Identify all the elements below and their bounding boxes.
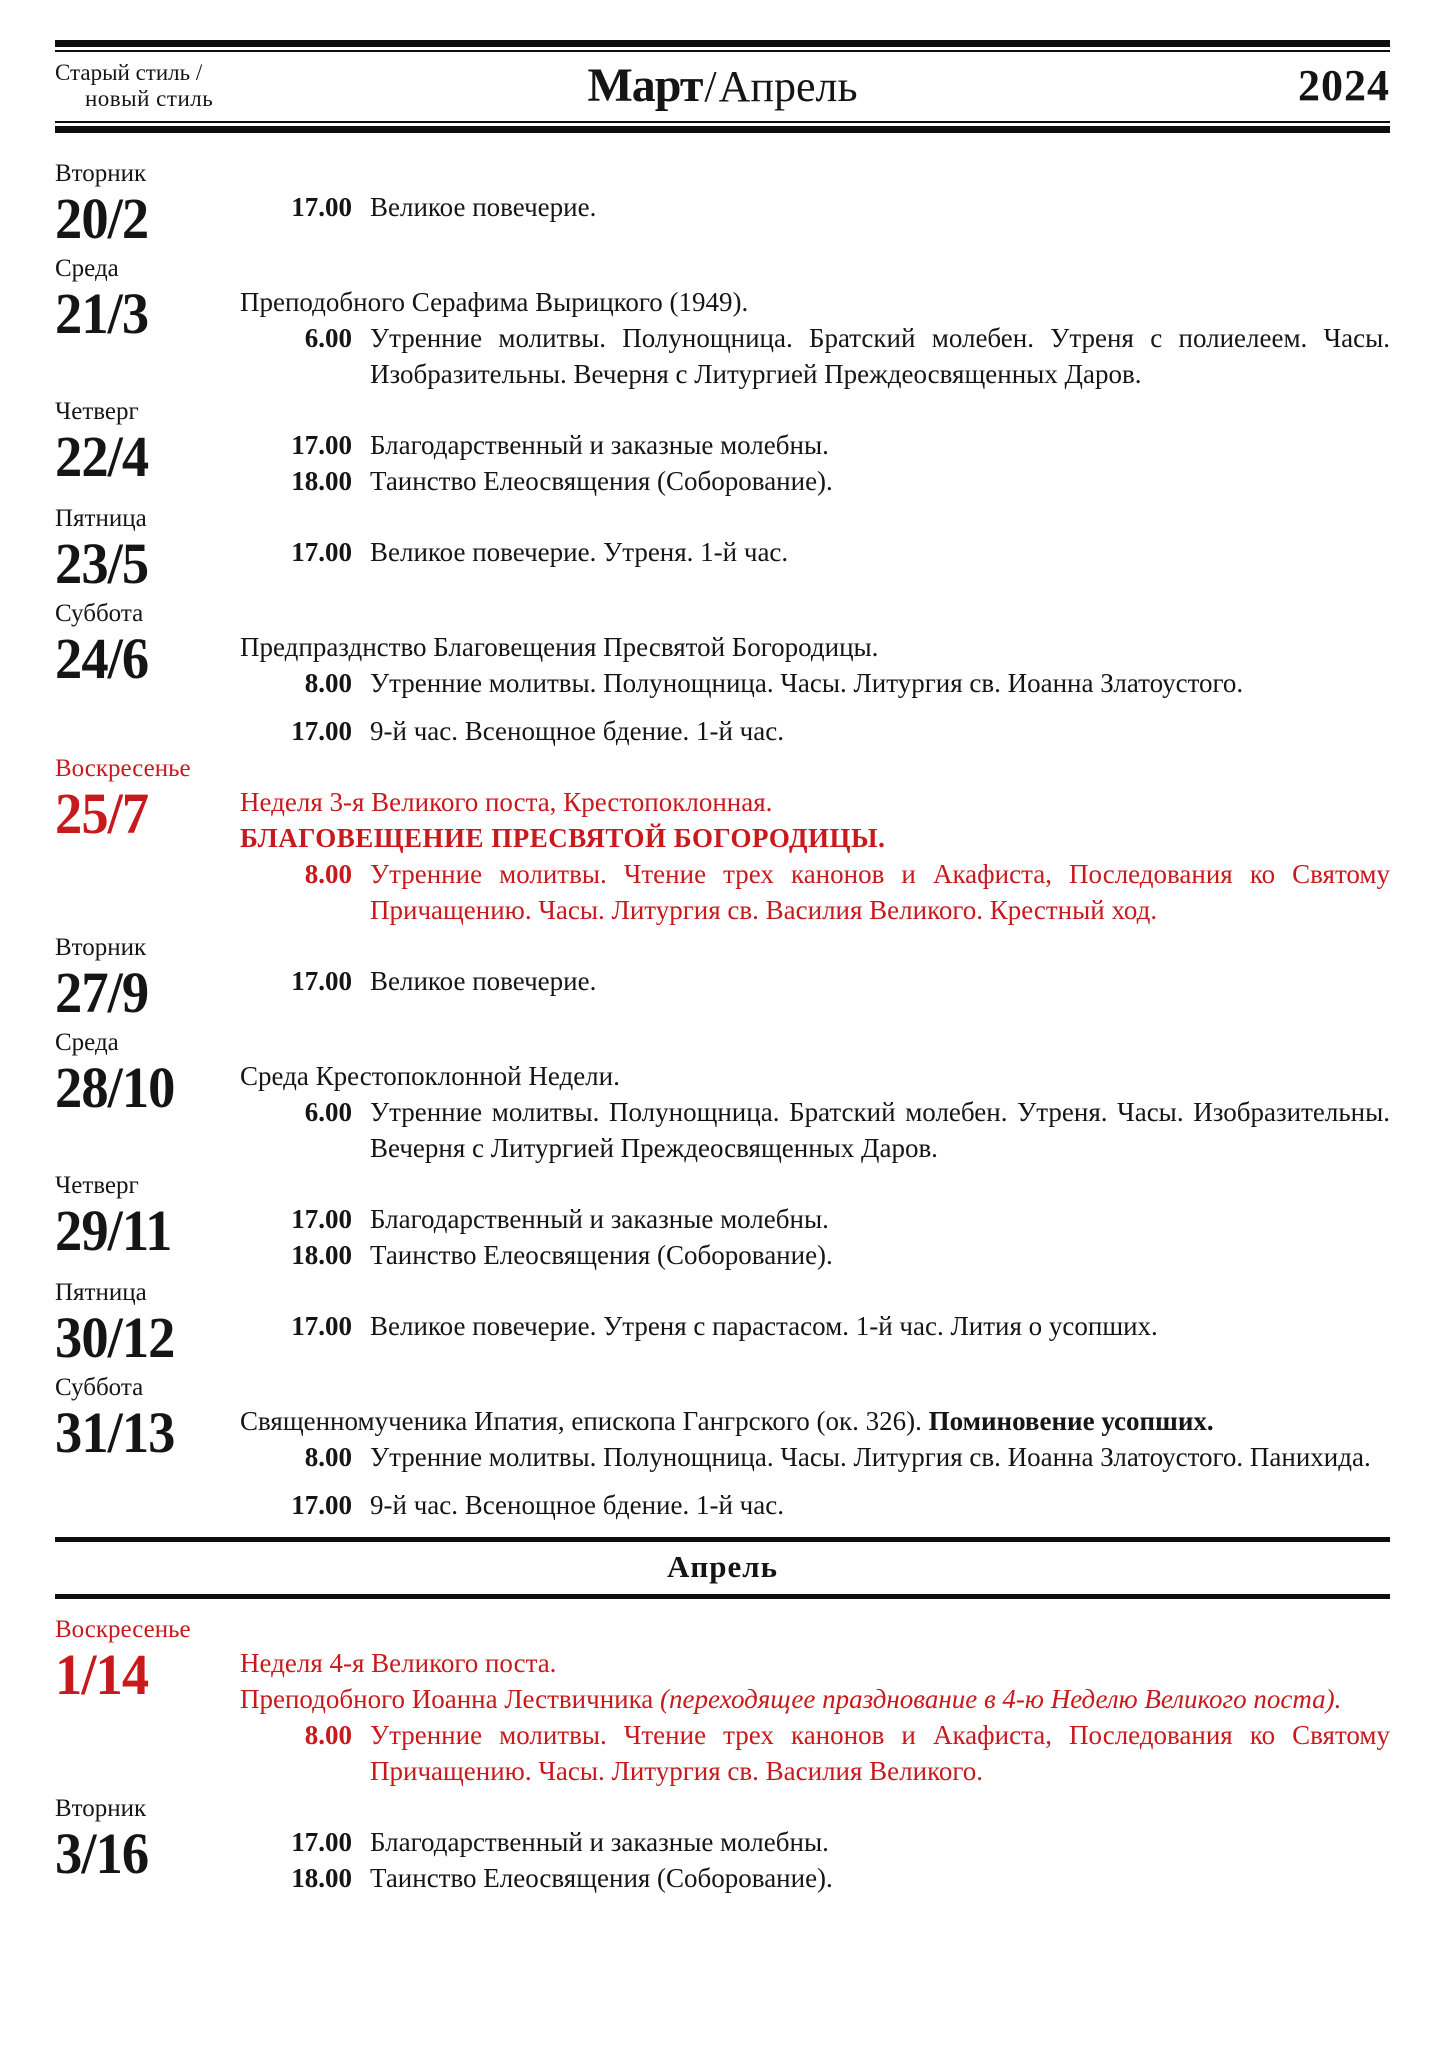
day-content bbox=[240, 254, 1390, 392]
weekday-label: Среда bbox=[55, 255, 119, 282]
day-title-segment: Неделя 3-я Великого поста, Крестопоклонная. bbox=[240, 787, 773, 817]
new-style-label: новый стиль bbox=[85, 85, 214, 111]
day-content bbox=[240, 1615, 1390, 1789]
service-time: 17.00 bbox=[291, 537, 352, 567]
day-title-segment: Предпразднство Благовещения Пресвятой Богородицы. bbox=[240, 632, 879, 662]
section-divider bbox=[55, 1537, 1390, 1599]
date-old-new-label: 1/14 bbox=[55, 1642, 149, 1707]
service-description: Благодарственный и заказные молебны. bbox=[370, 430, 829, 460]
date-old-new-label: 20/2 bbox=[55, 186, 149, 251]
day-title bbox=[240, 284, 1390, 320]
weekday-label: Пятница bbox=[55, 505, 147, 532]
service-entry bbox=[240, 963, 1390, 999]
year-label: 2024 bbox=[1298, 61, 1390, 110]
weekday-label: Вторник bbox=[55, 160, 147, 187]
weekday-label: Четверг bbox=[55, 398, 139, 425]
day-date-column bbox=[55, 254, 240, 392]
day-date-column bbox=[55, 1278, 240, 1368]
service-time: 18.00 bbox=[291, 1240, 352, 1270]
service-description: Утренние молитвы. Чтение трех канонов и Акафиста, Последования ко Святому Причащению. Часы. Литургия св. Василия Великого. bbox=[370, 1720, 1390, 1786]
date-old-new-label: 22/4 bbox=[55, 424, 149, 489]
header-rule-bottom-thick bbox=[55, 126, 1390, 133]
month-secondary-label: Апрель bbox=[718, 62, 858, 111]
service-entry bbox=[240, 1860, 1390, 1896]
service-entry bbox=[240, 713, 1390, 749]
service-entry bbox=[240, 189, 1390, 225]
service-time: 8.00 bbox=[304, 1442, 352, 1472]
service-time: 18.00 bbox=[291, 1863, 352, 1893]
date-old-new-label: 27/9 bbox=[55, 960, 149, 1025]
service-entry bbox=[240, 1201, 1390, 1237]
day-date-column bbox=[55, 1615, 240, 1789]
service-entry bbox=[240, 463, 1390, 499]
service-description: Великое повечерие. bbox=[370, 192, 597, 222]
service-time: 6.00 bbox=[304, 1097, 352, 1127]
day-content bbox=[240, 1171, 1390, 1273]
service-description: Таинство Елеосвящения (Соборование). bbox=[370, 466, 833, 496]
calendar-days bbox=[55, 159, 1390, 1896]
date-old-new-label: 29/11 bbox=[55, 1198, 172, 1263]
day-title-segment: Среда Крестопоклонной Недели. bbox=[240, 1061, 620, 1091]
service-entry bbox=[240, 1717, 1390, 1789]
service-description: Таинство Елеосвящения (Соборование). bbox=[370, 1240, 833, 1270]
service-description: Благодарственный и заказные молебны. bbox=[370, 1827, 829, 1857]
day-content bbox=[240, 933, 1390, 1023]
day-content bbox=[240, 1028, 1390, 1166]
header-rule-top-thick bbox=[55, 40, 1390, 47]
weekday-label: Четверг bbox=[55, 1172, 139, 1199]
service-entry bbox=[240, 665, 1390, 701]
day-date-column bbox=[55, 754, 240, 928]
service-description: Великое повечерие. bbox=[370, 966, 597, 996]
service-description: Утренние молитвы. Полунощница. Братский молебен. Утреня с полиелеем. Часы. Изобразительны. Вечерня с Литургией Преждеосвященных Даров. bbox=[370, 323, 1390, 389]
service-time: 17.00 bbox=[291, 1311, 352, 1341]
date-old-new-label: 21/3 bbox=[55, 281, 149, 346]
service-time: 6.00 bbox=[304, 323, 352, 353]
day-row bbox=[55, 1373, 1390, 1523]
date-old-new-label: 28/10 bbox=[55, 1055, 175, 1120]
day-row bbox=[55, 754, 1390, 928]
service-description: Утренние молитвы. Полунощница. Часы. Литургия св. Иоанна Златоустого. bbox=[370, 668, 1244, 698]
day-date-column bbox=[55, 1171, 240, 1273]
day-title-segment: Поминовение усопших. bbox=[928, 1406, 1214, 1436]
day-content bbox=[240, 159, 1390, 249]
day-date-column bbox=[55, 933, 240, 1023]
service-entry bbox=[240, 1094, 1390, 1166]
day-title bbox=[240, 1645, 1390, 1681]
day-title bbox=[240, 1681, 1390, 1717]
day-content bbox=[240, 504, 1390, 594]
service-time: 8.00 bbox=[304, 859, 352, 889]
service-entry bbox=[240, 1824, 1390, 1860]
day-date-column bbox=[55, 504, 240, 594]
day-title-segment: Преподобного Иоанна Лествичника bbox=[240, 1684, 661, 1714]
date-old-new-label: 24/6 bbox=[55, 626, 149, 691]
service-description: Утренние молитвы. Полунощница. Братский молебен. Утреня. Часы. Изобразительны. Вечерня с Литургией Преждеосвященных Даров. bbox=[370, 1097, 1390, 1163]
day-title-segment: БЛАГОВЕЩЕНИЕ ПРЕСВЯТОЙ БОГОРОДИЦЫ. bbox=[240, 823, 886, 853]
service-time: 8.00 bbox=[304, 1720, 352, 1750]
divider-month-label: Апрель bbox=[666, 1549, 779, 1584]
day-title bbox=[240, 820, 1390, 856]
style-legend bbox=[55, 60, 375, 112]
weekday-label: Вторник bbox=[55, 1795, 147, 1822]
service-entry bbox=[240, 534, 1390, 570]
weekday-label: Вторник bbox=[55, 934, 147, 961]
day-content bbox=[240, 1373, 1390, 1523]
day-title-segment: Преподобного Серафима Вырицкого (1949). bbox=[240, 287, 749, 317]
day-row bbox=[55, 159, 1390, 249]
day-row bbox=[55, 1028, 1390, 1166]
service-entry bbox=[240, 1487, 1390, 1523]
weekday-label: Суббота bbox=[55, 600, 144, 627]
service-entry bbox=[240, 1308, 1390, 1344]
day-title-segment: Священномученика Ипатия, епископа Гангрского (ок. 326). bbox=[240, 1406, 929, 1436]
day-row bbox=[55, 1794, 1390, 1896]
day-content bbox=[240, 1794, 1390, 1896]
service-time: 8.00 bbox=[304, 668, 352, 698]
month-primary-label: Март bbox=[587, 59, 703, 112]
weekday-label: Среда bbox=[55, 1029, 119, 1056]
service-time: 17.00 bbox=[291, 430, 352, 460]
service-entry bbox=[240, 1439, 1390, 1475]
service-time: 17.00 bbox=[291, 716, 352, 746]
day-title-segment: (переходящее празднование в 4-ю Неделю Великого поста). bbox=[660, 1684, 1342, 1714]
day-content bbox=[240, 1278, 1390, 1368]
divider-rule-bottom bbox=[55, 1594, 1390, 1599]
weekday-label: Воскресенье bbox=[55, 755, 191, 782]
service-description: Благодарственный и заказные молебны. bbox=[370, 1204, 829, 1234]
service-entry bbox=[240, 427, 1390, 463]
service-time: 17.00 bbox=[291, 1827, 352, 1857]
day-title bbox=[240, 1403, 1390, 1439]
weekday-label: Суббота bbox=[55, 1374, 144, 1401]
date-old-new-label: 25/7 bbox=[55, 781, 149, 846]
day-date-column bbox=[55, 1028, 240, 1166]
header-rule-bottom-thin bbox=[55, 121, 1390, 123]
day-row bbox=[55, 504, 1390, 594]
service-description: Утренние молитвы. Чтение трех канонов и Акафиста, Последования ко Святому Причащению. Часы. Литургия св. Василия Великого. Крестный ход. bbox=[370, 859, 1390, 925]
service-description: 9-й час. Всенощное бдение. 1-й час. bbox=[370, 716, 784, 746]
day-content bbox=[240, 754, 1390, 928]
month-separator: / bbox=[704, 62, 717, 111]
header-row bbox=[55, 52, 1390, 121]
day-row bbox=[55, 933, 1390, 1023]
service-description: Таинство Елеосвящения (Соборование). bbox=[370, 1863, 833, 1893]
day-title bbox=[240, 629, 1390, 665]
weekday-label: Пятница bbox=[55, 1279, 147, 1306]
weekday-label: Воскресенье bbox=[55, 1616, 191, 1643]
service-time: 17.00 bbox=[291, 966, 352, 996]
day-row bbox=[55, 1615, 1390, 1789]
service-time: 17.00 bbox=[291, 1204, 352, 1234]
day-row bbox=[55, 254, 1390, 392]
date-old-new-label: 31/13 bbox=[55, 1400, 175, 1465]
day-row bbox=[55, 599, 1390, 749]
date-old-new-label: 30/12 bbox=[55, 1305, 175, 1370]
service-time: 18.00 bbox=[291, 466, 352, 496]
service-description: Утренние молитвы. Полунощница. Часы. Литургия св. Иоанна Златоустого. Панихида. bbox=[370, 1442, 1371, 1472]
date-old-new-label: 3/16 bbox=[55, 1821, 149, 1886]
day-content bbox=[240, 599, 1390, 749]
day-title bbox=[240, 784, 1390, 820]
service-time: 17.00 bbox=[291, 192, 352, 222]
date-old-new-label: 23/5 bbox=[55, 531, 149, 596]
day-date-column bbox=[55, 1373, 240, 1523]
day-content bbox=[240, 397, 1390, 499]
service-entry bbox=[240, 320, 1390, 392]
service-time: 17.00 bbox=[291, 1490, 352, 1520]
day-date-column bbox=[55, 599, 240, 749]
service-description: Великое повечерие. Утреня с парастасом. 1-й час. Лития о усопших. bbox=[370, 1311, 1158, 1341]
day-row bbox=[55, 1171, 1390, 1273]
month-title bbox=[375, 58, 1070, 113]
service-description: 9-й час. Всенощное бдение. 1-й час. bbox=[370, 1490, 784, 1520]
service-entry bbox=[240, 856, 1390, 928]
old-style-label: Старый стиль / bbox=[55, 59, 203, 85]
day-date-column bbox=[55, 397, 240, 499]
day-row bbox=[55, 1278, 1390, 1368]
service-description: Великое повечерие. Утреня. 1-й час. bbox=[370, 537, 789, 567]
day-row bbox=[55, 397, 1390, 499]
day-date-column bbox=[55, 1794, 240, 1896]
day-title bbox=[240, 1058, 1390, 1094]
day-title-segment: Неделя 4-я Великого поста. bbox=[240, 1648, 557, 1678]
service-entry bbox=[240, 1237, 1390, 1273]
day-date-column bbox=[55, 159, 240, 249]
page-header bbox=[55, 40, 1390, 133]
